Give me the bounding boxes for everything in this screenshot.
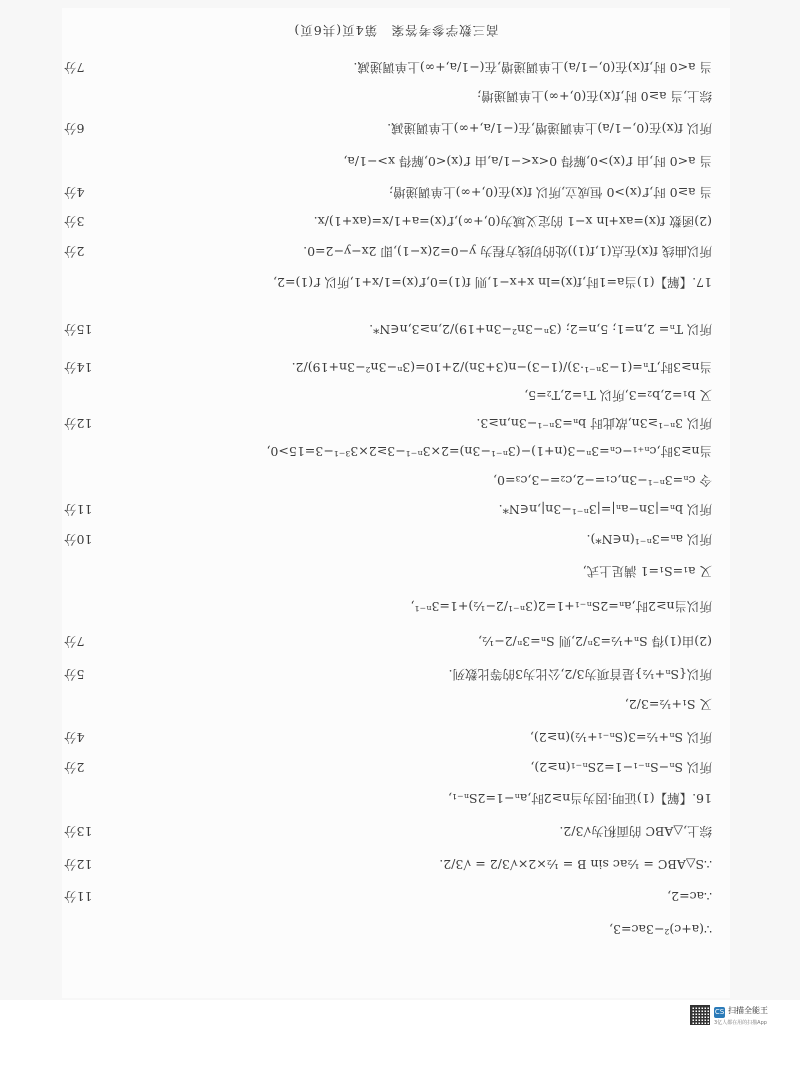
answer-line-score: 11分: [64, 502, 93, 517]
answer-line-text: 又 a₁=S₁=1 满足上式,: [582, 564, 712, 579]
answer-line-text: 16.【解】(1)证明:因为当n≥2时,aₙ−1=2Sₙ₋₁,: [447, 791, 712, 806]
answer-line-text: 当n≥3时,Tₙ=(1−3ⁿ⁻¹·3)/(1−3)−n(3+3n)/2+10=(3ⁿ−3n²−3n+19)/2.: [291, 360, 712, 375]
answer-line-score: 12分: [64, 857, 93, 872]
answer-line-score: 7分: [64, 634, 85, 649]
page-header: 高三数学参考答案 第4页(共6页): [293, 23, 499, 38]
answer-line-text: ∵(a+c)²−3ac=3,: [609, 922, 712, 937]
answer-line-text: 17.【解】(1)当a=1时,f(x)=ln x+x−1,则 f(1)=0,f′(x)=1/x+1,所以 f′(1)=2,: [273, 275, 712, 290]
answer-line-score: 10分: [64, 532, 93, 547]
answer-line-score: 6分: [64, 121, 85, 136]
answer-line-score: 2分: [64, 760, 85, 775]
answer-line-score: 15分: [64, 322, 93, 337]
scanner-brand-sub: 3亿人都在用的扫描App: [714, 1020, 767, 1026]
answer-line-score: 11分: [64, 889, 93, 904]
answer-line-text: (2)由(1)得 Sₙ+½=3ⁿ/2,则 Sₙ=3ⁿ/2−½,: [478, 634, 712, 649]
answer-line-score: 4分: [64, 185, 85, 200]
answer-line-text: 当n≥3时,cₙ₊₁−cₙ=3ⁿ−3(n+1)−(3ⁿ⁻¹−3n)=2×3ⁿ⁻¹−3≥2×3³⁻¹−3=15>0,: [266, 444, 712, 459]
answer-line-text: ∴ac=2,: [667, 889, 712, 904]
answer-line-text: 当 a≥0 时,f′(x)>0 恒成立,所以 f(x)在(0,+∞)上单调递增;: [388, 185, 712, 200]
answer-line-text: 所以 Sₙ+½=3(Sₙ₋₁+½)(n≥2),: [529, 730, 712, 745]
answer-line-text: ∴S△ABC = ½ac sin B = ½×2×√3/2 = √3/2.: [439, 857, 712, 872]
answer-line-text: 所以 aₙ=3ⁿ⁻¹(n∈N*).: [586, 532, 712, 547]
answer-line-text: 所以 Sₙ−Sₙ₋₁−1=2Sₙ₋₁(n≥2),: [530, 760, 712, 775]
qr-code-icon: [690, 1005, 710, 1025]
scanner-watermark: [690, 1005, 790, 1027]
answer-line-text: 所以 Tₙ= 2,n=1; 5,n=2; (3ⁿ−3n²−3n+19)/2,n≥3,n∈N*.: [369, 322, 712, 337]
answer-line-text: 又 S₁+½=3/2,: [624, 697, 712, 712]
answer-line-text: 综上,当 a≥0 时,f(x)在(0,+∞)上单调递增;: [477, 89, 712, 104]
answer-line-score: 13分: [64, 824, 93, 839]
answer-line-text: 所以 f(x)在(0,−1/a)上单调递增,在(−1/a,+∞)上单调递减.: [387, 121, 712, 136]
footer-bar: [0, 1000, 800, 1075]
answer-line-text: 令 cₙ=3ⁿ⁻¹−3n,c₁=−2,c₂=−3,c₃=0,: [493, 473, 712, 488]
answer-line-text: 所以 bₙ=|3n−aₙ|=|3ⁿ⁻¹−3n|,n∈N*.: [498, 502, 712, 517]
answer-line-text: 所以 3ⁿ⁻¹≥3n,故此时 bₙ=3ⁿ⁻¹−3n,n≥3.: [476, 416, 712, 431]
answer-line-score: 3分: [64, 214, 85, 229]
answer-line-text: 又 b₁=2,b₂=3,所以 T₁=2,T₂=5,: [524, 388, 712, 403]
scanner-brand-name: 扫描全能王: [728, 1006, 768, 1015]
answer-line-score: 12分: [64, 416, 93, 431]
answer-line-score: 7分: [64, 60, 85, 75]
answer-line-text: 当 a<0 时,f(x)在(0,−1/a)上单调递增,在(−1/a,+∞)上单调递减.: [353, 60, 712, 75]
answer-line-text: 所以当n≥2时,aₙ=2Sₙ₋₁+1=2(3ⁿ⁻¹/2−½)+1=3ⁿ⁻¹,: [410, 599, 712, 614]
answer-line-score: 5分: [64, 667, 85, 682]
camscanner-icon: CS: [714, 1008, 725, 1016]
answer-line-score: 2分: [64, 244, 85, 259]
answer-line-text: 当 a<0 时,由 f′(x)>0,解得 0<x<−1/a,由 f′(x)<0,解得 x>−1/a,: [343, 154, 712, 169]
answer-line-score: 14分: [64, 360, 93, 375]
answer-line-score: 4分: [64, 730, 85, 745]
answer-line-text: (2)函数 f(x)=ax+ln x−1 的定义域为(0,+∞),f′(x)=a+1/x=(ax+1)/x.: [313, 214, 712, 229]
answer-line-text: 所以{Sₙ+½}是首项为3/2,公比为3的等比数列.: [448, 667, 712, 682]
answer-line-text: 所以曲线 f(x)在点(1,f(1))处的切线方程为 y−0=2(x−1),即 2x−y−2=0.: [303, 244, 712, 259]
rotated-exam-page: [62, 8, 730, 998]
answer-line-text: 综上,△ABC 的面积为√3/2.: [559, 824, 712, 839]
